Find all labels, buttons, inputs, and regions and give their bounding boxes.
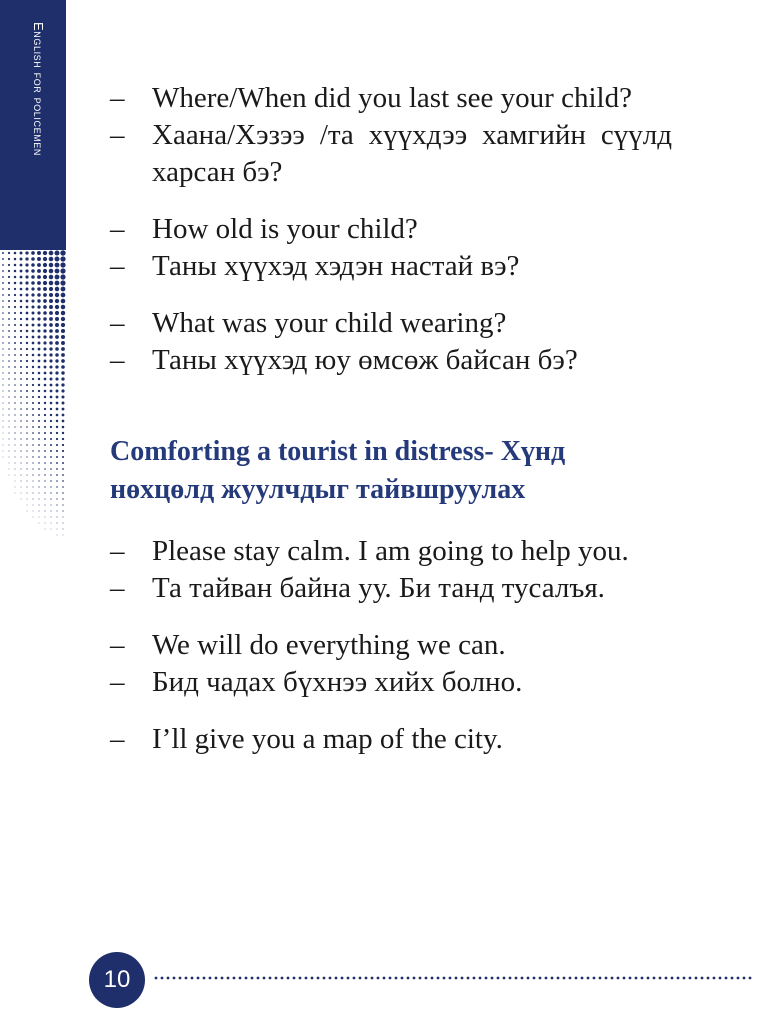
- qa-group: [110, 721, 672, 758]
- list-item-text: Та тайван байна уу. Би танд тусалъя.: [152, 572, 605, 604]
- sidebar-title: English for policemen: [31, 22, 46, 157]
- dash-bullet: –: [110, 82, 125, 114]
- dash-bullet: –: [110, 629, 125, 661]
- list-item: [110, 342, 672, 379]
- section-heading: Comforting a tourist in distress- Хүнд нөхцөлд жуулчдыг тайвшруулах: [110, 436, 566, 505]
- halftone-decoration: [0, 250, 66, 580]
- list-item-text: I’ll give you a map of the city.: [152, 723, 503, 755]
- list-item-text: Where/When did you last see your child?: [152, 82, 632, 114]
- qa-group: [110, 627, 672, 701]
- dash-bullet: –: [110, 250, 125, 282]
- list-item: [110, 211, 672, 248]
- page-number: 10: [89, 952, 145, 1008]
- list-item: [110, 305, 672, 342]
- qa-group: [110, 533, 672, 607]
- list-item: [110, 117, 672, 191]
- footer-dotted-rule: [153, 974, 753, 982]
- question-list-top: [110, 80, 672, 379]
- list-item: [110, 80, 672, 117]
- dash-bullet: –: [110, 535, 125, 567]
- list-item-text: We will do everything we can.: [152, 629, 506, 661]
- list-item: [110, 664, 672, 701]
- list-item: [110, 570, 672, 607]
- list-item-text: Бид чадах бүхнээ хийх болно.: [152, 666, 523, 698]
- qa-group: [110, 80, 672, 191]
- list-item: [110, 721, 672, 758]
- dash-bullet: –: [110, 723, 125, 755]
- dash-bullet: –: [110, 572, 125, 604]
- list-item-text: Таны хүүхэд юу өмсөж байсан бэ?: [152, 344, 578, 376]
- qa-group: [110, 211, 672, 285]
- list-item-text: What was your child wearing?: [152, 307, 507, 339]
- sidebar-band: [0, 0, 66, 250]
- dash-bullet: –: [110, 119, 125, 151]
- dash-bullet: –: [110, 666, 125, 698]
- list-item: [110, 627, 672, 664]
- question-list-bottom: [110, 533, 672, 758]
- qa-group: [110, 305, 672, 379]
- dash-bullet: –: [110, 307, 125, 339]
- list-item: [110, 248, 672, 285]
- list-item-text: How old is your child?: [152, 213, 418, 245]
- dash-bullet: –: [110, 213, 125, 245]
- dash-bullet: –: [110, 344, 125, 376]
- list-item-text: Please stay calm. I am going to help you.: [152, 535, 629, 567]
- list-item-text: Таны хүүхэд хэдэн настай вэ?: [152, 250, 520, 282]
- list-item: [110, 533, 672, 570]
- page-content: [110, 80, 672, 778]
- list-item-text: Хаана/Хэзээ /та хүүхдээ хамгийн сүүлд харсан бэ?: [152, 119, 672, 188]
